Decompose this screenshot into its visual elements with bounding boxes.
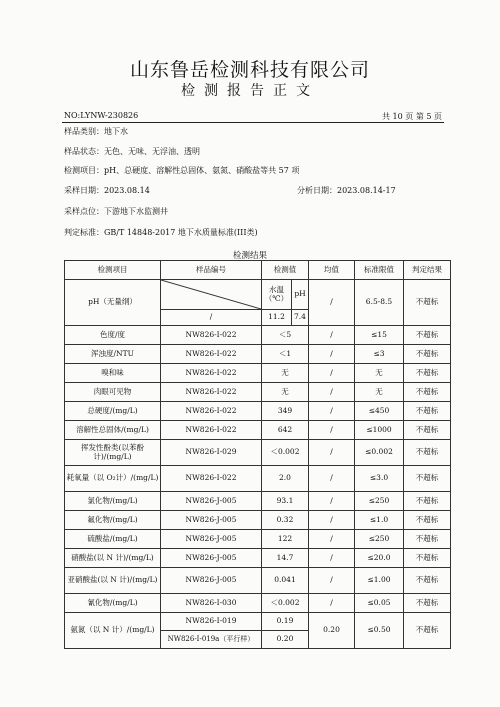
mean-cell: / [309,402,355,421]
table-row [65,530,451,549]
value-cell: 349 [262,402,309,421]
ph-item: pH（无量纲） [65,280,161,326]
verdict-cell: 不超标 [404,326,451,345]
header-cell: 判定结果 [404,261,451,280]
ph-verdict: 不超标 [404,280,451,326]
sample-cell: NW826-I-022 [161,421,262,440]
limit-cell: ≤20.0 [355,549,404,568]
sample-cell: NW826-J-005 [161,549,262,568]
table-row [65,440,451,466]
verdict-cell: 不超标 [404,345,451,364]
company-name: 山东鲁岳检测科技有限公司 [129,59,370,81]
table-row [65,326,451,345]
sample-cell: NW826-I-022 [161,466,262,492]
analysis-date: 分析日期：2023.08.14-17 [297,186,396,195]
ph-sample: / [161,310,262,326]
item-cell: 浑浊度/NTU [65,345,161,364]
ph-row [65,280,451,310]
table-header-row [65,261,451,280]
diagonal-line [161,280,261,309]
item-cell: 氯化物/(mg/L) [65,492,161,511]
table-row [65,402,451,421]
item-cell: 氨氮（以 N 计）/(mg/L) [65,613,161,649]
verdict-cell: 不超标 [404,530,451,549]
item-cell: 肉眼可见物 [65,383,161,402]
verdict-cell: 不超标 [404,492,451,511]
mean-cell: / [309,594,355,613]
item-cell: 总硬度/(mg/L) [65,402,161,421]
item-cell: 溶解性总固体/(mg/L) [65,421,161,440]
value-cell: 2.0 [262,466,309,492]
sample-cell: NW826-I-019 [161,613,262,631]
verdict-cell: 不超标 [404,568,451,594]
table-row [65,511,451,530]
mean-cell: / [309,326,355,345]
limit-cell: ≤250 [355,530,404,549]
value-cell: 0.041 [262,568,309,594]
verdict-cell: 不超标 [404,466,451,492]
sample-cell: NW826-J-005 [161,568,262,594]
mean-cell: / [309,466,355,492]
water-temp-value: 11.2 [262,310,292,326]
verdict-cell: 不超标 [404,549,451,568]
item-cell: 氰化物/(mg/L) [65,594,161,613]
header-cell: 标准限值 [355,261,404,280]
ph-value: 7.4 [292,310,309,326]
limit-cell: ≤0.002 [355,440,404,466]
table-row [65,568,451,594]
ph-limit: 6.5-8.5 [355,280,404,326]
value-cell: 0.19 [262,613,309,631]
item-cell: 嗅和味 [65,364,161,383]
ph-subheader: pH [292,280,309,310]
value-cell: 无 [262,364,309,383]
value-cell: 93.1 [262,492,309,511]
mean-cell: / [309,568,355,594]
mean-cell: / [309,530,355,549]
document-title: 检测报告正文 [181,83,319,99]
header-rule [62,122,444,123]
value-cell: ＜0.002 [262,440,309,466]
item-cell: 硫酸盐/(mg/L) [65,530,161,549]
limit-cell: ≤0.05 [355,594,404,613]
limit-cell: 无 [355,383,404,402]
value-cell: 14.7 [262,549,309,568]
mean-cell: / [309,364,355,383]
mean-cell: / [309,421,355,440]
sample-type: 样品类别：地下水 [64,127,128,136]
table-row [65,345,451,364]
limit-cell: ≤1.00 [355,568,404,594]
report-number: NO:LYNW-230826 [64,111,139,120]
verdict-cell: 不超标 [404,421,451,440]
limit-cell: ≤250 [355,492,404,511]
verdict-cell: 不超标 [404,383,451,402]
verdict-cell: 不超标 [404,402,451,421]
limit-cell: ≤3.0 [355,466,404,492]
mean-cell: / [309,549,355,568]
header-cell: 均值 [309,261,355,280]
table-row [65,549,451,568]
limit-cell: 无 [355,364,404,383]
mean-cell: / [309,383,355,402]
sample-cell: NW826-I-022 [161,383,262,402]
limit-cell: ≤15 [355,326,404,345]
judgment-standard: 判定标准：GB/T 14848-2017 地下水质量标准(III类) [64,228,258,237]
sample-cell: NW826-J-005 [161,530,262,549]
item-cell: 亚硝酸盐(以 N 计)/(mg/L) [65,568,161,594]
table-row [65,364,451,383]
sample-cell: NW826-I-022 [161,364,262,383]
header-cell: 检测项目 [65,261,161,280]
limit-cell: ≤450 [355,402,404,421]
item-cell: 挥发性酚类(以苯酚计)/(mg/L) [65,440,161,466]
sample-state: 样品状态：无色、无味、无浮油、透明 [64,147,200,156]
mean-cell: / [309,345,355,364]
value-cell: 无 [262,383,309,402]
verdict-cell: 不超标 [404,364,451,383]
item-cell: 耗氧量（以 O₂计）/(mg/L) [65,466,161,492]
sample-cell: NW826-I-019a（平行样） [161,631,262,649]
header-cell: 检测值 [262,261,309,280]
sample-cell: NW826-I-022 [161,345,262,364]
table-row [65,421,451,440]
page-counter: 共 10 页 第 5 页 [382,112,442,121]
verdict-cell: 不超标 [404,511,451,530]
value-cell: 0.20 [262,631,309,649]
item-cell: 硝酸盐(以 N 计)/(mg/L) [65,549,161,568]
header-cell: 样品编号 [161,261,262,280]
value-cell: ＜5 [262,326,309,345]
sample-cell: NW826-I-022 [161,402,262,421]
mean-cell: / [309,440,355,466]
mean-cell: / [309,492,355,511]
sample-cell: NW826-I-029 [161,440,262,466]
sampling-date: 采样日期：2023.08.14 [64,186,150,195]
sample-cell: NW826-I-030 [161,594,262,613]
verdict-cell: 不超标 [404,613,451,649]
verdict-cell: 不超标 [404,440,451,466]
value-cell: 122 [262,530,309,549]
sampling-point: 采样点位：下游地下水监测井 [64,207,168,216]
item-cell: 氟化物/(mg/L) [65,511,161,530]
ammonia-row [65,613,451,631]
test-items: 检测项目：pH、总硬度、溶解性总固体、氨氮、硝酸盐等共 57 项 [64,166,300,175]
ph-mean: / [309,280,355,326]
value-cell: 0.32 [262,511,309,530]
value-cell: ＜1 [262,345,309,364]
sample-cell: NW826-J-005 [161,492,262,511]
sample-cell: NW826-J-005 [161,511,262,530]
value-cell: ＜0.002 [262,594,309,613]
verdict-cell: 不超标 [404,594,451,613]
table-row [65,594,451,613]
water-temp-header: 水温（℃） [262,280,292,310]
limit-cell: ≤0.50 [355,613,404,649]
results-table [64,260,451,649]
limit-cell: ≤3 [355,345,404,364]
item-cell: 色度/度 [65,326,161,345]
diagonal-cell [161,280,262,310]
limit-cell: ≤1000 [355,421,404,440]
mean-cell: / [309,511,355,530]
value-cell: 642 [262,421,309,440]
limit-cell: ≤1.0 [355,511,404,530]
mean-cell: 0.20 [309,613,355,649]
sample-cell: NW826-I-022 [161,326,262,345]
table-row [65,492,451,511]
table-row [65,466,451,492]
results-title: 检测结果 [232,251,267,261]
table-row [65,383,451,402]
